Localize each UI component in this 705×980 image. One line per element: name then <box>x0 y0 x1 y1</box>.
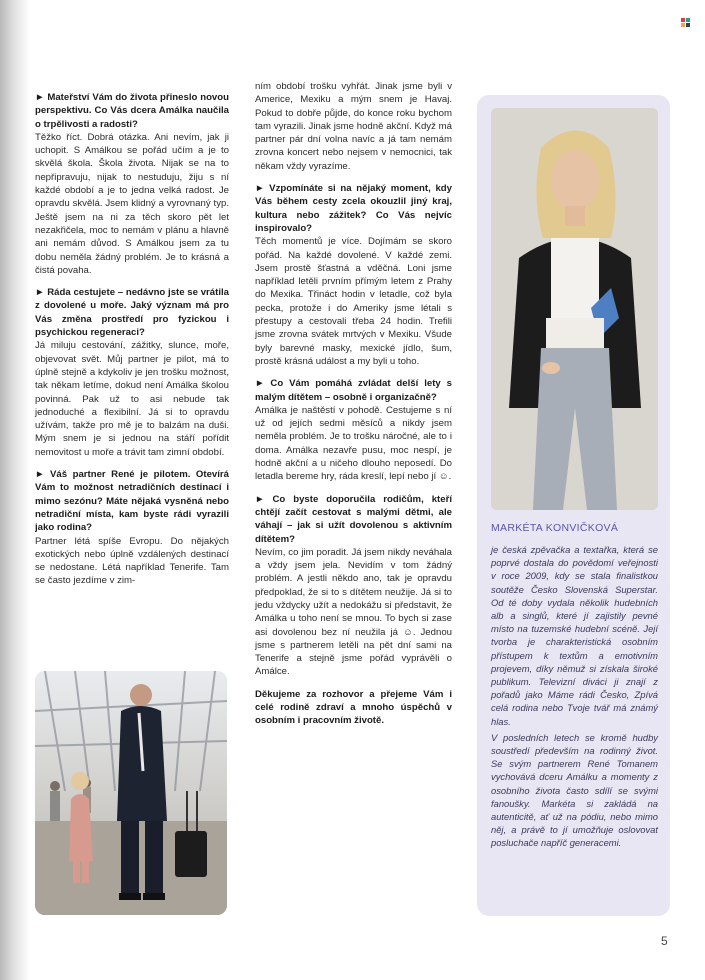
logo-icon <box>681 18 691 28</box>
answer: Těžko říct. Dobrá otázka. Ani nevím, jak ji uchopit. S Amálkou se pořád učím a je to skvělá škola. Škola života. Nijak se na to nepřipravuju, nijak to nestuduju, žiju s ní každé období a je to jedna velká radost. Je opravdu skvělá. Jsem klidný a vyrovnaný typ. Ještě jsem na ni za těch skoro pět let nezakřičela, moc to nemám v plánu a hlavně ani nemám důvod. S Amálkou jsem za tu dobu neměla žádný problém. Je to krásná a čistá povaha. <box>35 131 229 276</box>
sidebar-bio <box>491 543 658 853</box>
qa-block <box>35 91 229 277</box>
answer: Těch momentů je více. Dojímám se skoro pořád. Na každé dovolené. V každé zemi. Jsem prostě šťastná a vděčná. Loni jsme například letěli prvním přímým letem z Prahy do Mexika. Třináct hodin v letadle, což byla pecka, protože i do Ameriky jsme létali s přestupy a cestovali třeba 24 hodin. Trefili jsme zrovna svátek mrtvých v Mexiku. Všude byly barevné masky, mexické jídlo, šum, prostě krásná událost a my byli u toho. <box>255 236 452 367</box>
answer: ním období trošku vyhřát. Jinak jsme byli v Americe, Mexiku a mým snem je Havaj. Pokud to dobře půjde, do konce roku bychom tam vyrazili. Jinak jsme hodně akční. Když má partner pár dní volna navíc a já tam nemám zrovna koncert nebo nejsem v nemocnici, tak někam vždy vyrazíme. <box>255 81 452 172</box>
qa-block <box>255 80 452 173</box>
page-number: 5 <box>661 934 668 948</box>
airport-family-photo <box>35 671 227 915</box>
portrait-photo <box>491 108 658 510</box>
qa-block <box>255 182 452 368</box>
bio-paragraph: V posledních letech se kromě hudby soustředí především na rodinný život. Se svým partnerem René Tomanem vychovává dceru Amálku a momenty z osobního života často sdílí se svými fanoušky. Markéta si zakládá na autenticitě, ať už na pódiu, nebo mimo něj, a právě to jí umožňuje oslovovat posluchače napříč generacemi. <box>491 731 658 849</box>
question: ► Vzpomínáte si na nějaký moment, kdy Vás během cesty zcela okouzlil jiný kraj, kultura nebo zážitek? Co Vás nejvíc inspirovalo? <box>255 183 452 234</box>
sidebar-name: MARKÉTA KONVIČKOVÁ <box>491 522 619 534</box>
answer: Amálka je naštěstí v pohodě. Cestujeme s ní už od jejích sedmi měsíců a nikdy jsem neměla problém. Je to trošku náročné, ale to i doma. Amálka nezavře pusu, moc nespí, je hodně akční a u ničeho dlouho neposedí. Do letadla bereme hry, ráda kreslí, lepí nebo jí ☺. <box>255 404 452 483</box>
airport-photo-illustration <box>35 671 227 915</box>
qa-block <box>35 468 229 588</box>
question: ► Co byste doporučila rodičům, kteří chtějí začít cestovat s malými dětmi, ale váhají – jak si užít dovolenou s aktivním dítětem? <box>255 493 452 545</box>
qa-block <box>255 377 452 483</box>
question: ► Co Vám pomáhá zvládat delší lety s malým dítětem – osobně i organizačně? <box>255 378 452 403</box>
answer: Partner létá spíše Evropu. Do nějakých exotických nebo úplně vzdálených destinací se nedostane. Létá například Tenerife. Tam se často jezdíme v zim- <box>35 535 229 587</box>
qa-block <box>255 493 452 679</box>
article-column-left <box>35 91 229 597</box>
question: ► Váš partner René je pilotem. Otevírá Vám to možnost netradičních destinací i mimo sezónu? Máte nějaká vysněná nebo netradiční místa, kam byste rádi vyrazili jako rodina? <box>35 469 229 534</box>
article-column-right <box>255 80 452 737</box>
portrait-illustration <box>491 108 658 510</box>
closing-text: Děkujeme za rozhovor a přejeme Vám i celé rodině zdraví a mnoho úspěchů v osobním i pracovním životě. <box>255 688 452 727</box>
qa-block <box>35 286 229 459</box>
question: ► Ráda cestujete – nedávno jste se vrátila z dovolené u moře. Jaký význam má pro Vás změna prostředí pro fyzickou i psychickou regeneraci? <box>35 287 229 339</box>
answer: Nevím, co jim poradit. Já jsem nikdy neváhala a vždy jsem jela. Nevidím v tom žádný problém. A jestli někdo ano, tak je opravdu předpoklad, že si to s dítětem neužije. Já si to jedu vždycky užít a nedokážu si představit, že Amálka u toho není se mnou. To bych si zase asi dovolenou bez ní neužila já ☺. Jednou jsme s partnerem letěli na pět dní sami na Tenerife a stejně jsme pořád vyprávěli o Amálce. <box>255 546 452 678</box>
bio-paragraph: je česká zpěvačka a textařka, která se poprvé dostala do povědomí veřejnosti v roce 2009, kdy se stala finalistkou soutěže Česko Slovenská Superstar. Od té doby vydala několik hudebních alb a singlů, které jí zajistily pevné místo na tuzemské hudební scéně. Její tvorba je charakteristická osobním přístupem k textům a emotivním projevem, díky němuž si získala široké publikum. Televizní diváci ji znají z pořadů jako Máme rádi Česko, Zpívá celá rodina nebo Tvoje tvář má známý hlas. <box>491 544 658 727</box>
page-spine-shadow <box>0 0 30 980</box>
answer: Já miluju cestování, zážitky, slunce, moře, objevovat svět. Můj partner je pilot, má to úplně stejně a kdykoliv je jen trošku možnost, tak někam letíme, dokud není Amálka školou povinná. Pak už to asi nebude tak jednoduché a flexibilní. Já si to opravdu užívám, takže pro mě je to balzám na duši. Mým snem je si jednou na stáří pořídit nemovitost u moře a trávit tam zimní období. <box>35 340 229 458</box>
question: ► Mateřství Vám do života přineslo novou perspektivu. Co Vás dcera Amálka naučila o trpělivosti a radosti? <box>35 92 229 130</box>
